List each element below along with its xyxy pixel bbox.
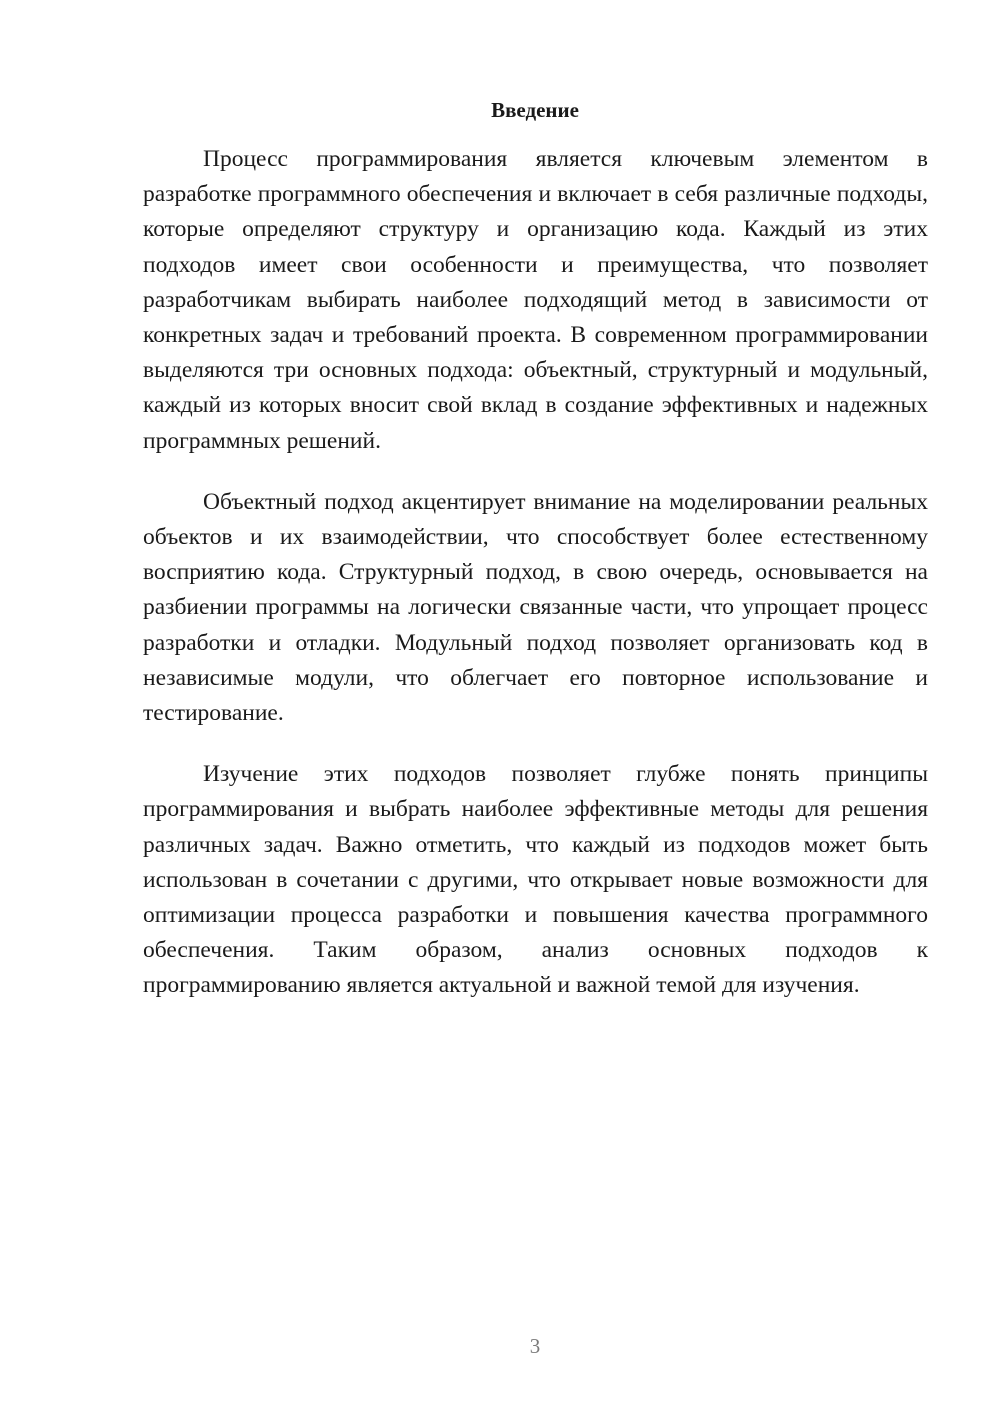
- paragraph-2: Объектный подход акцентирует внимание на моделировании реальных объектов и их взаимодействии, что способствует более естественному восприятию кода. Структурный подход, в свою очередь, основывается на разбиении программы на логически связанные части, что упрощает процесс разработки и отладки. Модульный подход позволяет организовать код в независимые модули, что облегчает его повторное использование и тестирование.: [143, 488, 928, 727]
- paragraph-3: Изучение этих подходов позволяет глубже понять принципы программирования и выбрать наиболее эффективные методы для решения различных задач. Важно отметить, что каждый из подходов может быть использован в сочетании с другими, что открывает новые возможности для оптимизации процесса разработки и повышения качества программного обеспечения. Таким образом, анализ основных подходов к программированию является актуальной и важной темой для изучения.: [143, 761, 928, 999]
- paragraph-1: Процесс программирования является ключевым элементом в разработке программного обеспечения и включает в себя различные подходы, которые определяют структуру и организацию кода. Каждый из этих подходов имеет свои особенности и преимущества, что позволяет разработчикам выбирать наиболее подходящий метод в зависимости от конкретных задач и требований проекта. В современном программировании выделяются три основных подхода: объектный, структурный и модульный, каждый из которых вносит свой вклад в создание эффективных и надежных программных решений.: [143, 146, 928, 454]
- section-title: Введение: [491, 98, 579, 122]
- body-text: [143, 142, 928, 1030]
- page-number: 3: [529, 1334, 541, 1358]
